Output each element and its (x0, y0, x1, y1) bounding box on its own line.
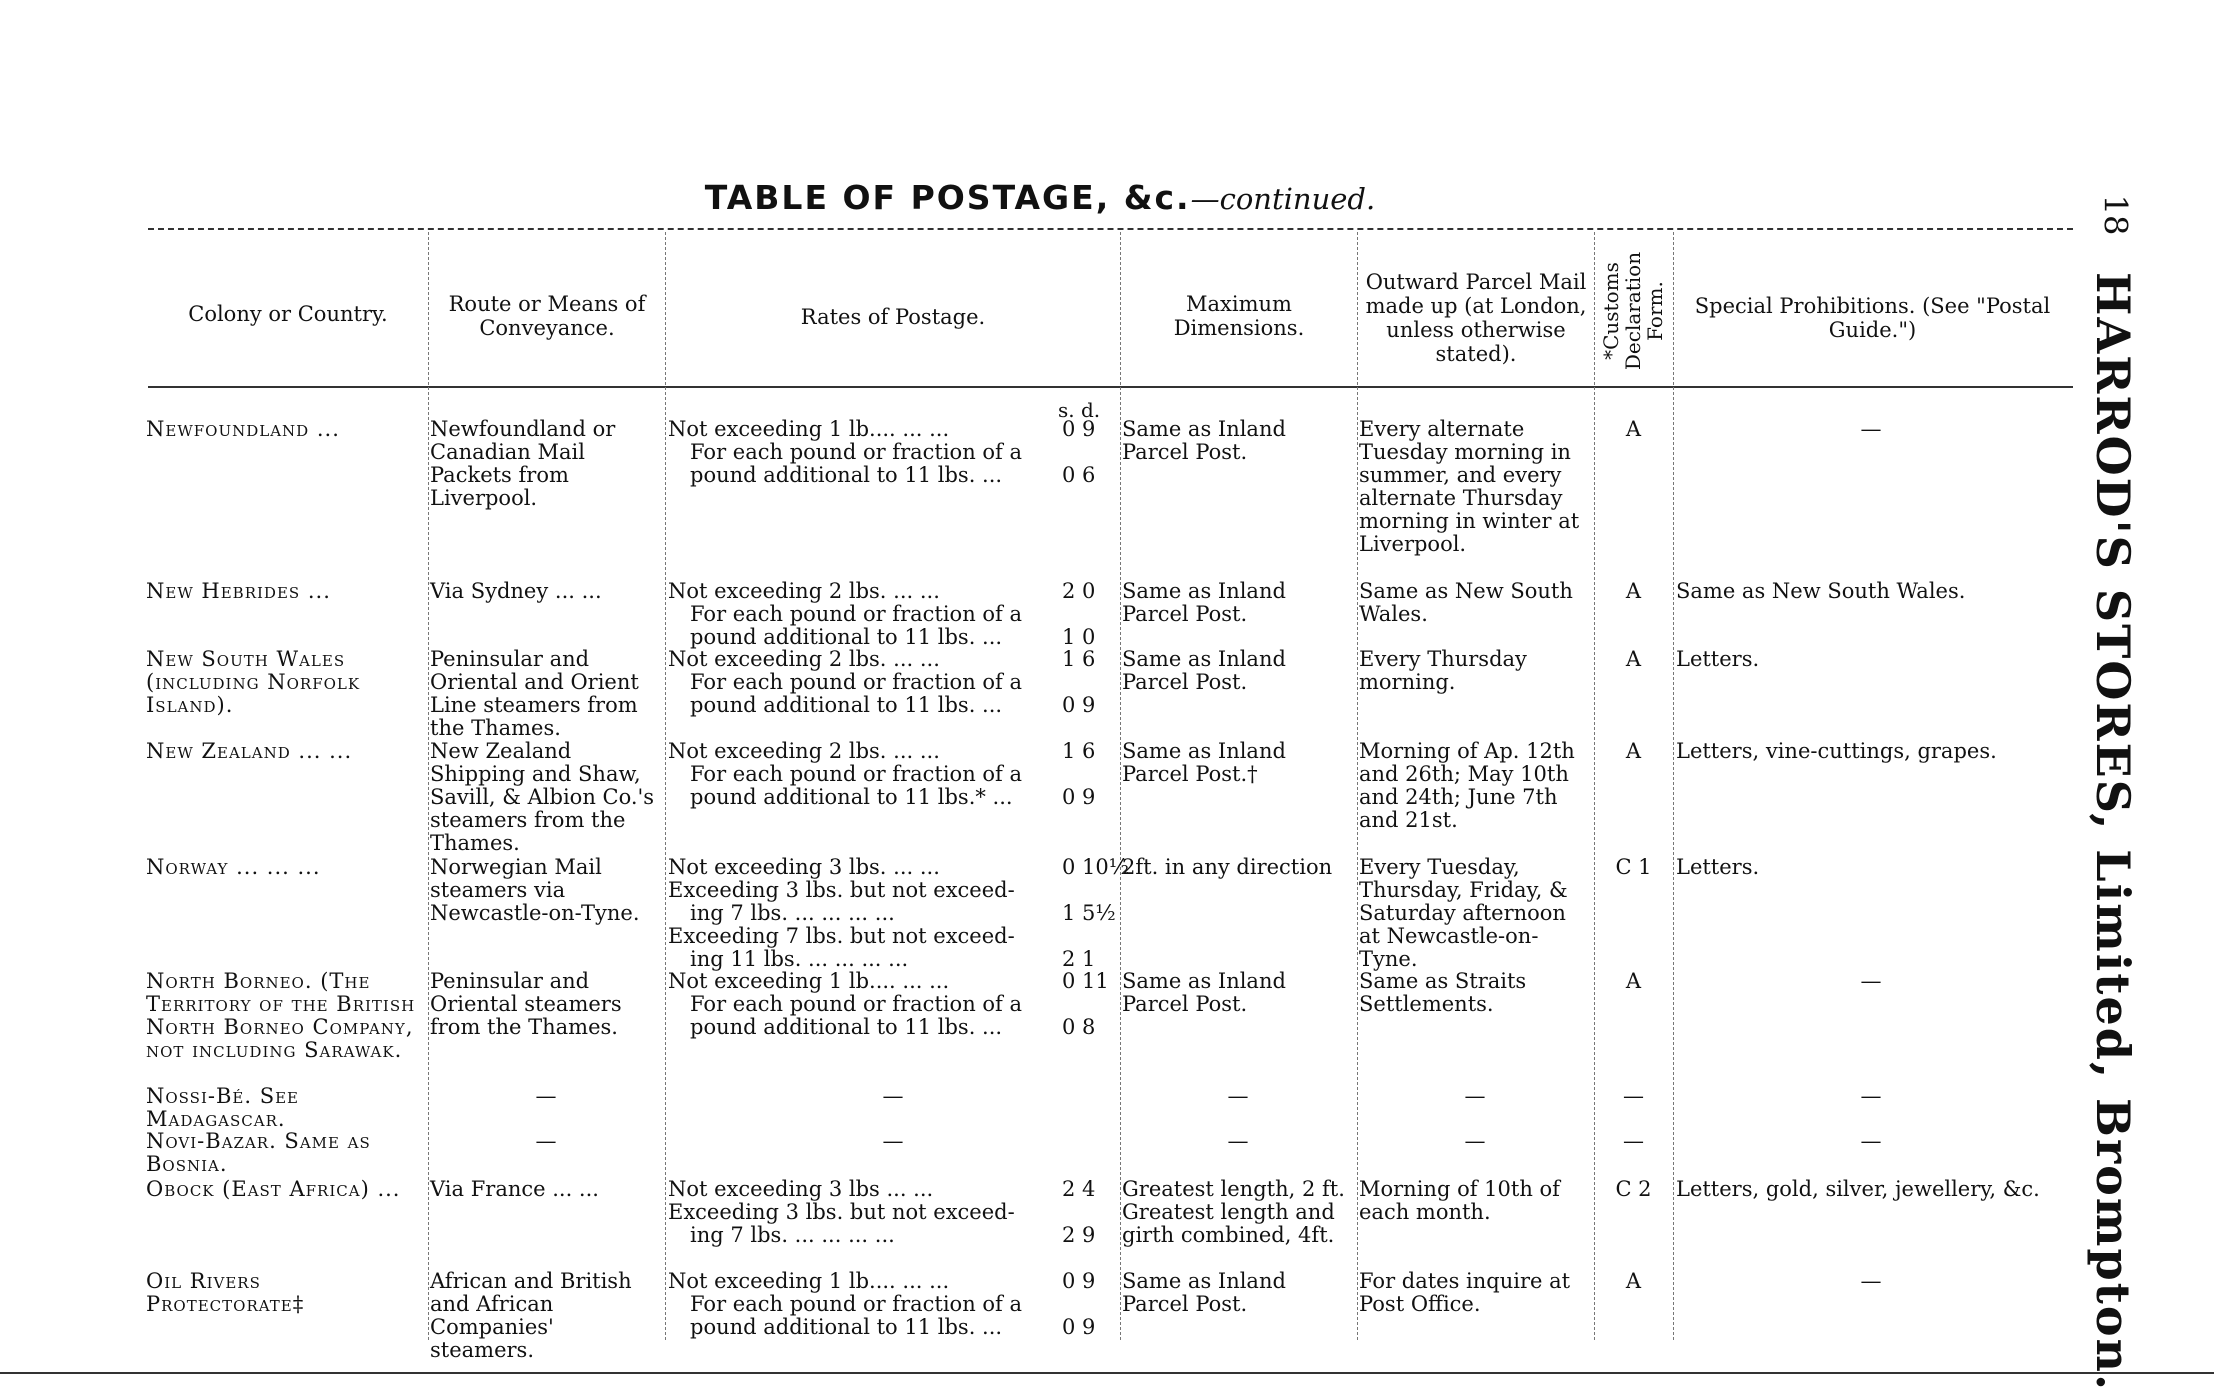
rate-line (668, 786, 1118, 809)
rate-text: For each pound or fraction of a (690, 762, 1023, 786)
route-cell: Norwegian Mail steamers via Newcastle-on-Tyne. (430, 855, 640, 925)
dimensions-cell: Same as Inland Parcel Post. (1122, 969, 1286, 1016)
rate-amount: 0 9 (1062, 693, 1096, 717)
country-cell: North Borneo. (The Territory of the British North Borneo Company, not including Sarawak. (146, 969, 416, 1062)
mail-cell: Every Tuesday, Thursday, Friday, & Saturday afternoon at Newcastle-on-Tyne. (1359, 855, 1568, 971)
rate-text: pound additional to 11 lbs. ... (690, 625, 1003, 649)
mail-cell: — (1464, 1084, 1486, 1108)
column-divider (1594, 232, 1595, 1340)
rate-line (668, 671, 1118, 694)
rate-amount: 2 4 (1062, 1177, 1096, 1201)
rate-text: pound additional to 11 lbs.* ... (690, 785, 1013, 809)
rates-cell: — (882, 1084, 904, 1108)
rates-cell (668, 648, 1118, 717)
header-dimensions: Maximum Dimensions. (1173, 292, 1305, 340)
customs-cell: A (1625, 579, 1642, 603)
customs-cell: C 1 (1615, 855, 1652, 879)
mail-cell: Morning of 10th of each month. (1359, 1177, 1560, 1224)
route-cell: — (535, 1084, 557, 1108)
rate-amount: 0 9 (1062, 417, 1096, 441)
column-divider (1673, 232, 1674, 1340)
mail-cell: — (1464, 1129, 1486, 1153)
rates-cell (668, 740, 1118, 809)
rate-amount: 1 6 (1062, 739, 1096, 763)
mail-cell: Same as New South Wales. (1359, 579, 1573, 626)
country-cell: New Hebrides ... (146, 579, 331, 603)
rate-amount: 0 9 (1062, 1315, 1096, 1339)
rate-line (668, 580, 1118, 603)
country-cell: Obock (East Africa) ... (146, 1177, 401, 1201)
country-cell: Oil Rivers Protectorate‡ (146, 1269, 305, 1316)
prohibitions-cell: — (1860, 417, 1882, 441)
rate-line (668, 603, 1118, 626)
customs-cell: A (1625, 647, 1642, 671)
rate-text: Not exceeding 3 lbs ... ... (668, 1177, 934, 1201)
dimensions-cell: Same as Inland Parcel Post. (1122, 1269, 1286, 1316)
rate-line (668, 1016, 1118, 1039)
column-divider (1357, 232, 1358, 1340)
rate-text: Exceeding 7 lbs. but not exceed- (668, 924, 1015, 948)
rate-text: For each pound or fraction of a (690, 1292, 1023, 1316)
rates-cell (668, 1270, 1118, 1339)
mail-cell: Same as Straits Settlements. (1359, 969, 1527, 1016)
dimensions-cell: — (1227, 1084, 1249, 1108)
column-divider (665, 232, 666, 1340)
dimensions-cell: Same as Inland Parcel Post. (1122, 579, 1286, 626)
rate-amount: 0 9 (1062, 785, 1096, 809)
rates-cell (668, 418, 1118, 487)
rate-text: Exceeding 3 lbs. but not exceed- (668, 878, 1015, 902)
route-cell: African and British and African Companies' steamers. (430, 1269, 632, 1362)
page-title (0, 178, 2080, 217)
rate-line (668, 970, 1118, 993)
customs-cell: A (1625, 739, 1642, 763)
rate-text: For each pound or fraction of a (690, 992, 1023, 1016)
rates-cell (668, 1178, 1118, 1247)
sd-label: s. d. (1058, 398, 1101, 422)
rate-text: Not exceeding 2 lbs. ... ... (668, 739, 940, 763)
rate-line (668, 418, 1118, 441)
header-mail: Outward Parcel Mail made up (at London, unless otherwise stated). (1365, 270, 1587, 366)
mail-cell: Every alternate Tuesday morning in summer, and every alternate Thursday morning in winter at Liverpool. (1359, 417, 1580, 556)
rate-line (668, 1201, 1118, 1224)
route-cell: — (535, 1129, 557, 1153)
rate-line (668, 1178, 1118, 1201)
rate-text: pound additional to 11 lbs. ... (690, 1315, 1003, 1339)
rate-text: Not exceeding 1 lb.... ... ... (668, 417, 950, 441)
rate-text: pound additional to 11 lbs. ... (690, 463, 1003, 487)
prohibitions-cell: — (1860, 969, 1882, 993)
rate-text: For each pound or fraction of a (690, 670, 1023, 694)
rate-line (668, 925, 1118, 948)
rate-text: Not exceeding 2 lbs. ... ... (668, 647, 940, 671)
header-customs (1592, 236, 1674, 386)
rate-text: Not exceeding 2 lbs. ... ... (668, 579, 940, 603)
rate-amount: 2 1 (1062, 947, 1096, 971)
header-prohibitions: Special Prohibitions. (See "Postal Guide.") (1694, 294, 2051, 342)
prohibitions-cell: Letters, gold, silver, jewellery, &c. (1676, 1177, 2040, 1201)
header-rule (148, 386, 2073, 388)
rate-line (668, 948, 1118, 971)
rate-line (668, 993, 1118, 1016)
country-cell: New South Wales (including Norfolk Island). (146, 647, 361, 717)
route-cell: Newfoundland or Canadian Mail Packets from Liverpool. (430, 417, 616, 510)
rate-text: Exceeding 3 lbs. but not exceed- (668, 1200, 1015, 1224)
dimensions-cell: Greatest length, 2 ft. Greatest length and girth combined, 4ft. (1122, 1177, 1345, 1247)
customs-cell: A (1625, 417, 1642, 441)
rate-amount: 1 6 (1062, 647, 1096, 671)
header-customs-label: *Customs Declaration Form. (1599, 251, 1667, 371)
header-rates: Rates of Postage. (800, 305, 986, 329)
mail-cell: Every Thursday morning. (1359, 647, 1527, 694)
title-main: TABLE OF POSTAGE, &c. (704, 178, 1191, 217)
rates-cell (668, 580, 1118, 649)
rate-line (668, 441, 1118, 464)
header-country: Colony or Country. (188, 302, 388, 326)
rate-line (668, 740, 1118, 763)
rate-text: ing 7 lbs. ... ... ... ... (690, 1223, 895, 1247)
rate-line (668, 1293, 1118, 1316)
header-route: Route or Means of Conveyance. (448, 292, 646, 340)
rate-amount: 0 10½ (1062, 855, 1130, 879)
rate-line (668, 626, 1118, 649)
rate-text: ing 7 lbs. ... ... ... ... (690, 901, 895, 925)
rates-cell: — (882, 1129, 904, 1153)
route-cell: Via France ... ... (430, 1177, 599, 1201)
route-cell: Peninsular and Oriental and Orient Line steamers from the Thames. (430, 647, 639, 740)
rate-amount: 0 11 (1062, 969, 1109, 993)
prohibitions-cell: Same as New South Wales. (1676, 579, 1966, 603)
rate-line (668, 1224, 1118, 1247)
column-divider (428, 232, 429, 1340)
side-heading: HARROD'S STORES, Limited, Brompton. (2086, 272, 2140, 1392)
rate-line (668, 902, 1118, 925)
rate-line (668, 855, 1130, 879)
prohibitions-cell: — (1860, 1269, 1882, 1293)
page-number: 18 (2096, 194, 2135, 236)
rate-line (668, 464, 1118, 487)
title-continued: —continued. (1190, 182, 1376, 216)
rate-amount: 2 9 (1062, 1223, 1096, 1247)
rate-text: pound additional to 11 lbs. ... (690, 1015, 1003, 1039)
rate-line (668, 694, 1118, 717)
customs-cell: — (1623, 1084, 1644, 1108)
prohibitions-cell: Letters, vine-cuttings, grapes. (1676, 739, 1997, 763)
dimensions-cell: — (1227, 1129, 1249, 1153)
dimensions-cell: Same as Inland Parcel Post. (1122, 417, 1286, 464)
prohibitions-cell: Letters. (1676, 855, 1760, 879)
prohibitions-cell: Letters. (1676, 647, 1760, 671)
rate-amount: 1 0 (1062, 625, 1096, 649)
customs-cell: A (1625, 1269, 1642, 1293)
dimensions-cell: 2ft. in any direction (1122, 855, 1333, 879)
country-cell: Novi-Bazar. Same as Bosnia. (146, 1129, 371, 1176)
rate-amount: 0 6 (1062, 463, 1096, 487)
country-cell: Nossi-Bé. See Madagascar. (146, 1084, 299, 1131)
rate-line (668, 648, 1118, 671)
route-cell: Peninsular and Oriental steamers from the Thames. (430, 969, 622, 1039)
rate-line (668, 879, 1118, 902)
rate-text: pound additional to 11 lbs. ... (690, 693, 1003, 717)
bottom-rule (0, 1372, 2214, 1374)
rate-line (668, 1316, 1118, 1339)
rate-amount: 1 5½ (1062, 901, 1116, 925)
customs-cell: — (1623, 1129, 1644, 1153)
rate-text: Not exceeding 3 lbs. ... ... (668, 855, 940, 879)
rate-amount: 0 8 (1062, 1015, 1096, 1039)
rate-amount: 2 0 (1062, 579, 1096, 603)
mail-cell: Morning of Ap. 12th and 26th; May 10th and 24th; June 7th and 21st. (1359, 739, 1575, 832)
customs-cell: A (1625, 969, 1642, 993)
rate-line (668, 763, 1118, 786)
rate-line (668, 1270, 1118, 1293)
rate-text: Not exceeding 1 lb.... ... ... (668, 969, 950, 993)
dimensions-cell: Same as Inland Parcel Post. (1122, 647, 1286, 694)
rate-text: For each pound or fraction of a (690, 602, 1023, 626)
rate-text: ing 11 lbs. ... ... ... ... (690, 947, 909, 971)
country-cell: New Zealand ... ... (146, 739, 353, 763)
top-rule (148, 228, 2073, 230)
rates-cell (668, 855, 1130, 971)
mail-cell: For dates inquire at Post Office. (1359, 1269, 1571, 1316)
dimensions-cell: Same as Inland Parcel Post.† (1122, 739, 1286, 786)
rate-amount: 0 9 (1062, 1269, 1096, 1293)
country-cell: Norway ... ... ... (146, 855, 321, 879)
country-cell: Newfoundland ... (146, 417, 340, 441)
route-cell: New Zealand Shipping and Shaw, Savill, & Albion Co.'s steamers from the Thames. (430, 739, 655, 855)
rate-text: Not exceeding 1 lb.... ... ... (668, 1269, 950, 1293)
rate-text: For each pound or fraction of a (690, 440, 1023, 464)
customs-cell: C 2 (1615, 1177, 1652, 1201)
route-cell: Via Sydney ... ... (430, 579, 602, 603)
prohibitions-cell: — (1860, 1129, 1882, 1153)
rates-cell (668, 970, 1118, 1039)
prohibitions-cell: — (1860, 1084, 1882, 1108)
